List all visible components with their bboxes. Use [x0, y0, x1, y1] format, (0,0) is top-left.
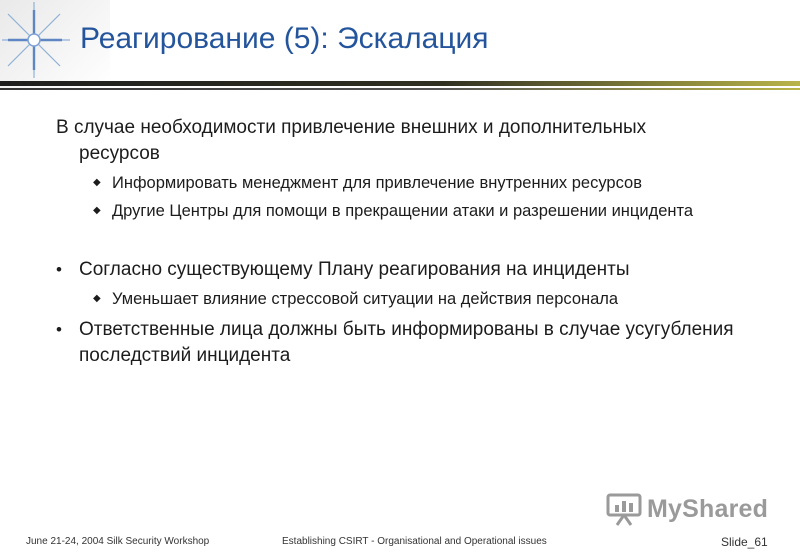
- diamond-bullet-icon: ◆: [93, 177, 101, 188]
- sub-bullet-text: Уменьшает влияние стрессовой ситуации на действия персонала: [112, 290, 619, 308]
- diamond-bullet-icon: ◆: [93, 293, 101, 304]
- footer-slide-number: Slide_61: [721, 535, 768, 549]
- slide-body: [56, 115, 756, 369]
- main-bullet: [56, 257, 756, 283]
- presentation-board-icon: [606, 492, 642, 526]
- title-rule-thin: [0, 88, 800, 90]
- sub-bullet-text: Информировать менеджмент для привлечение внутренних ресурсов: [112, 174, 642, 192]
- main-bullet-text: Ответственные лица должны быть информированы в случае усугубления последствий инцидента: [79, 319, 734, 366]
- sub-bullet: [93, 199, 756, 223]
- main-bullet-text: Согласно существующему Плану реагирования на инциденты: [79, 259, 630, 280]
- sub-bullet: [93, 171, 756, 195]
- sub-bullet: [93, 287, 756, 311]
- main-bullet: [56, 317, 756, 369]
- title-rule-thick: [0, 81, 800, 86]
- intro-line-1: В случае необходимости привлечение внешних и дополнительных: [56, 117, 647, 138]
- intro-paragraph: [56, 115, 756, 167]
- round-bullet-icon: •: [56, 260, 62, 279]
- starburst-icon: [0, 0, 76, 80]
- intro-line-2: ресурсов: [79, 143, 160, 164]
- watermark-text: MyShared: [647, 494, 769, 523]
- sub-bullet-text: Другие Центры для помощи в прекращении атаки и разрешении инцидента: [112, 202, 694, 220]
- round-bullet-icon: •: [56, 320, 62, 339]
- slide-title: Реагирование (5): Эскалация: [80, 22, 489, 55]
- diamond-bullet-icon: ◆: [93, 205, 101, 216]
- footer-left: June 21-24, 2004 Silk Security Workshop: [26, 536, 210, 547]
- watermark-logo: [606, 489, 768, 529]
- footer-center: Establishing CSIRT - Organisational and Operational issues: [282, 536, 547, 547]
